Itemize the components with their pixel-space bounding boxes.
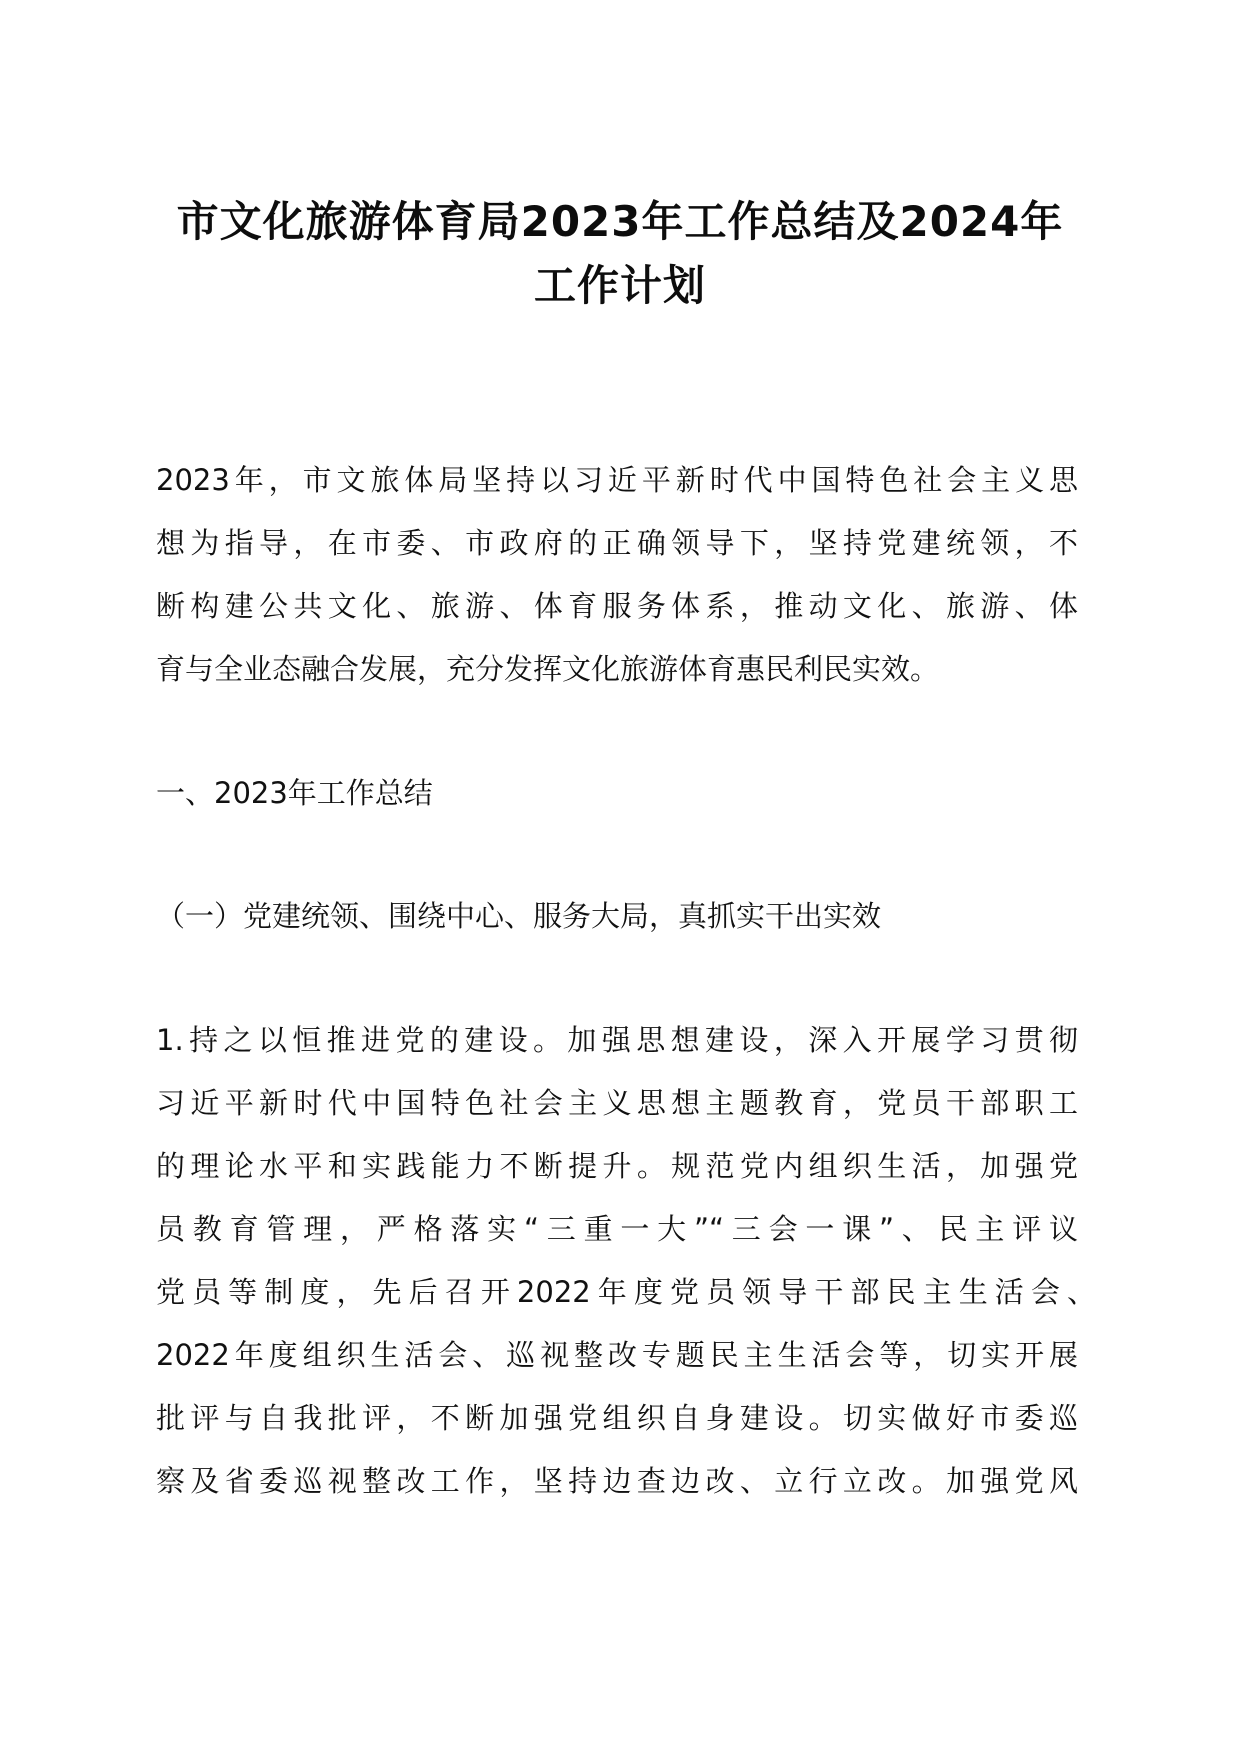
item1-line-8: 察及省委巡视整改工作，坚持边查边改、立行立改。加强党风 xyxy=(156,1464,1078,1498)
item1-line-4: 员教育管理，严格落实“三重一大”“三会一课”、民主评议 xyxy=(156,1212,1078,1246)
item1-line-5: 党员等制度，先后召开2022年度党员领导干部民主生活会、 xyxy=(156,1275,1096,1309)
item1-line-3: 的理论水平和实践能力不断提升。规范党内组织生活，加强党 xyxy=(156,1149,1078,1183)
intro-line-3: 断构建公共文化、旅游、体育服务体系，推动文化、旅游、体 xyxy=(156,589,1078,623)
document-title-line-2: 工作计划 xyxy=(533,261,706,310)
item1-line-2: 习近平新时代中国特色社会主义思想主题教育，党员干部职工 xyxy=(156,1086,1078,1120)
intro-line-1: 2023年，市文旅体局坚持以习近平新时代中国特色社会主义思 xyxy=(156,463,1078,497)
section-heading: 一、2023年工作总结 xyxy=(156,776,433,810)
item1-line-6: 2022年度组织生活会、巡视整改专题民主生活会等，切实开展 xyxy=(156,1338,1078,1372)
item1-line-1: 1.持之以恒推进党的建设。加强思想建设，深入开展学习贯彻 xyxy=(156,1023,1078,1057)
item1-line-7: 批评与自我批评，不断加强党组织自身建设。切实做好市委巡 xyxy=(156,1401,1078,1435)
intro-line-4: 育与全业态融合发展，充分发挥文化旅游体育惠民利民实效。 xyxy=(156,652,940,686)
intro-line-2: 想为指导，在市委、市政府的正确领导下，坚持党建统领，不 xyxy=(156,526,1078,560)
document-title-line-1: 市文化旅游体育局2023年工作总结及2024年 xyxy=(176,197,1064,246)
subsection-heading: （一）党建统领、围绕中心、服务大局，真抓实干出实效 xyxy=(156,899,882,933)
